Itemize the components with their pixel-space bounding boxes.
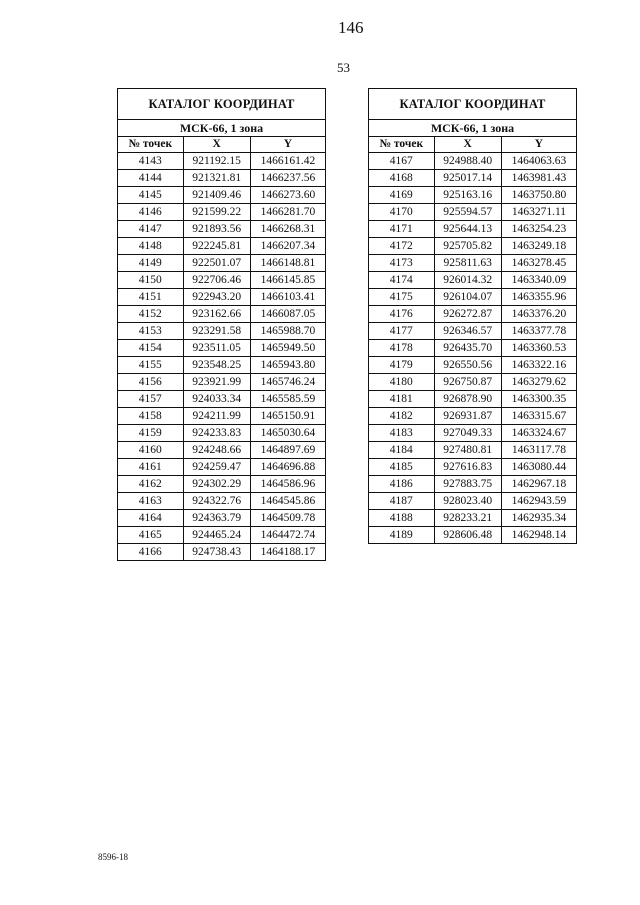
- y-coordinate-cell: 1465988.70: [250, 323, 325, 340]
- x-coordinate-cell: 928606.48: [434, 527, 501, 544]
- catalog-title: КАТАЛОГ КООРДИНАТ: [369, 89, 577, 120]
- point-number-cell: 4145: [118, 187, 184, 204]
- y-coordinate-cell: 1462935.34: [501, 510, 576, 527]
- table-row: [369, 510, 577, 527]
- point-number-cell: 4186: [369, 476, 435, 493]
- table-row: [118, 238, 326, 255]
- y-coordinate-cell: 1465943.80: [250, 357, 325, 374]
- point-number-cell: 4179: [369, 357, 435, 374]
- x-coordinate-cell: 924465.24: [183, 527, 250, 544]
- table-row: [118, 187, 326, 204]
- point-number-cell: 4178: [369, 340, 435, 357]
- point-number-cell: 4188: [369, 510, 435, 527]
- x-coordinate-cell: 921321.81: [183, 170, 250, 187]
- table-row: [118, 340, 326, 357]
- point-number-cell: 4147: [118, 221, 184, 238]
- point-number-cell: 4176: [369, 306, 435, 323]
- x-coordinate-cell: 926931.87: [434, 408, 501, 425]
- y-coordinate-cell: 1463279.62: [501, 374, 576, 391]
- x-coordinate-cell: 925644.13: [434, 221, 501, 238]
- table-row: [369, 272, 577, 289]
- y-coordinate-cell: 1464586.96: [250, 476, 325, 493]
- column-header-x: X: [434, 137, 501, 153]
- y-coordinate-cell: 1466237.56: [250, 170, 325, 187]
- x-coordinate-cell: 924988.40: [434, 153, 501, 170]
- table-row: [369, 527, 577, 544]
- point-number-cell: 4183: [369, 425, 435, 442]
- y-coordinate-cell: 1464063.63: [501, 153, 576, 170]
- y-coordinate-cell: 1463360.53: [501, 340, 576, 357]
- y-coordinate-cell: 1465585.59: [250, 391, 325, 408]
- point-number-cell: 4160: [118, 442, 184, 459]
- point-number-cell: 4148: [118, 238, 184, 255]
- point-number-cell: 4158: [118, 408, 184, 425]
- point-number-cell: 4171: [369, 221, 435, 238]
- x-coordinate-cell: 924322.76: [183, 493, 250, 510]
- x-coordinate-cell: 925594.57: [434, 204, 501, 221]
- point-number-cell: 4170: [369, 204, 435, 221]
- point-number-cell: 4168: [369, 170, 435, 187]
- table-row: [118, 323, 326, 340]
- table-row: [118, 459, 326, 476]
- x-coordinate-cell: 926346.57: [434, 323, 501, 340]
- catalog-rows: [369, 153, 577, 544]
- point-number-cell: 4166: [118, 544, 184, 561]
- y-coordinate-cell: 1462943.59: [501, 493, 576, 510]
- y-coordinate-cell: 1466207.34: [250, 238, 325, 255]
- table-row: [118, 408, 326, 425]
- point-number-cell: 4185: [369, 459, 435, 476]
- y-coordinate-cell: 1463355.96: [501, 289, 576, 306]
- x-coordinate-cell: 923291.58: [183, 323, 250, 340]
- table-row: [118, 544, 326, 561]
- y-coordinate-cell: 1464696.88: [250, 459, 325, 476]
- table-row: [118, 442, 326, 459]
- page-number: 146: [338, 18, 364, 37]
- sub-page-number: 53: [337, 60, 350, 75]
- y-coordinate-cell: 1465746.24: [250, 374, 325, 391]
- point-number-cell: 4161: [118, 459, 184, 476]
- x-coordinate-cell: 924033.34: [183, 391, 250, 408]
- point-number-cell: 4177: [369, 323, 435, 340]
- x-coordinate-cell: 924302.29: [183, 476, 250, 493]
- x-coordinate-cell: 921599.22: [183, 204, 250, 221]
- point-number-cell: 4180: [369, 374, 435, 391]
- y-coordinate-cell: 1466087.05: [250, 306, 325, 323]
- table-row: [118, 255, 326, 272]
- table-row: [369, 170, 577, 187]
- table-row: [369, 255, 577, 272]
- x-coordinate-cell: 924259.47: [183, 459, 250, 476]
- table-row: [369, 442, 577, 459]
- table-row: [118, 527, 326, 544]
- catalog-rows: [118, 153, 326, 561]
- x-coordinate-cell: 923921.99: [183, 374, 250, 391]
- point-number-cell: 4155: [118, 357, 184, 374]
- point-number-cell: 4143: [118, 153, 184, 170]
- table-row: [118, 476, 326, 493]
- x-coordinate-cell: 926878.90: [434, 391, 501, 408]
- table-row: [369, 459, 577, 476]
- x-coordinate-cell: 924363.79: [183, 510, 250, 527]
- point-number-cell: 4187: [369, 493, 435, 510]
- x-coordinate-cell: 926272.87: [434, 306, 501, 323]
- y-coordinate-cell: 1463271.11: [501, 204, 576, 221]
- column-header-y: Y: [501, 137, 576, 153]
- x-coordinate-cell: 923548.25: [183, 357, 250, 374]
- table-row: [369, 238, 577, 255]
- y-coordinate-cell: 1466161.42: [250, 153, 325, 170]
- y-coordinate-cell: 1464545.86: [250, 493, 325, 510]
- point-number-cell: 4169: [369, 187, 435, 204]
- table-row: [118, 289, 326, 306]
- column-header-x: X: [183, 137, 250, 153]
- point-number-cell: 4159: [118, 425, 184, 442]
- x-coordinate-cell: 926750.87: [434, 374, 501, 391]
- catalog-zone: МСК-66, 1 зона: [118, 120, 326, 137]
- x-coordinate-cell: 926550.56: [434, 357, 501, 374]
- y-coordinate-cell: 1464472.74: [250, 527, 325, 544]
- table-row: [118, 204, 326, 221]
- point-number-cell: 4184: [369, 442, 435, 459]
- point-number-cell: 4164: [118, 510, 184, 527]
- x-coordinate-cell: 926014.32: [434, 272, 501, 289]
- coordinate-catalog-table-left: [117, 88, 326, 561]
- table-row: [369, 323, 577, 340]
- point-number-cell: 4163: [118, 493, 184, 510]
- y-coordinate-cell: 1465030.64: [250, 425, 325, 442]
- table-row: [118, 170, 326, 187]
- x-coordinate-cell: 925163.16: [434, 187, 501, 204]
- x-coordinate-cell: 924233.83: [183, 425, 250, 442]
- x-coordinate-cell: 927883.75: [434, 476, 501, 493]
- y-coordinate-cell: 1463324.67: [501, 425, 576, 442]
- x-coordinate-cell: 921192.15: [183, 153, 250, 170]
- y-coordinate-cell: 1463249.18: [501, 238, 576, 255]
- y-coordinate-cell: 1462948.14: [501, 527, 576, 544]
- point-number-cell: 4175: [369, 289, 435, 306]
- column-header-point-number: № точек: [369, 137, 435, 153]
- y-coordinate-cell: 1466268.31: [250, 221, 325, 238]
- x-coordinate-cell: 927049.33: [434, 425, 501, 442]
- point-number-cell: 4172: [369, 238, 435, 255]
- point-number-cell: 4153: [118, 323, 184, 340]
- table-row: [369, 425, 577, 442]
- point-number-cell: 4149: [118, 255, 184, 272]
- table-row: [369, 476, 577, 493]
- table-row: [118, 391, 326, 408]
- x-coordinate-cell: 921409.46: [183, 187, 250, 204]
- table-row: [118, 510, 326, 527]
- x-coordinate-cell: 922245.81: [183, 238, 250, 255]
- table-row: [369, 306, 577, 323]
- table-row: [118, 357, 326, 374]
- y-coordinate-cell: 1463117.78: [501, 442, 576, 459]
- x-coordinate-cell: 927616.83: [434, 459, 501, 476]
- catalog-title: КАТАЛОГ КООРДИНАТ: [118, 89, 326, 120]
- catalog-zone: МСК-66, 1 зона: [369, 120, 577, 137]
- point-number-cell: 4150: [118, 272, 184, 289]
- x-coordinate-cell: 924211.99: [183, 408, 250, 425]
- table-row: [369, 340, 577, 357]
- y-coordinate-cell: 1463080.44: [501, 459, 576, 476]
- footer-code: 8596-18: [98, 852, 128, 862]
- table-row: [118, 374, 326, 391]
- y-coordinate-cell: 1463750.80: [501, 187, 576, 204]
- point-number-cell: 4151: [118, 289, 184, 306]
- y-coordinate-cell: 1463981.43: [501, 170, 576, 187]
- table-row: [118, 306, 326, 323]
- y-coordinate-cell: 1464509.78: [250, 510, 325, 527]
- table-row: [118, 153, 326, 170]
- x-coordinate-cell: 925017.14: [434, 170, 501, 187]
- x-coordinate-cell: 928023.40: [434, 493, 501, 510]
- table-row: [369, 153, 577, 170]
- y-coordinate-cell: 1463376.20: [501, 306, 576, 323]
- y-coordinate-cell: 1464897.69: [250, 442, 325, 459]
- table-row: [118, 221, 326, 238]
- x-coordinate-cell: 925811.63: [434, 255, 501, 272]
- table-row: [369, 357, 577, 374]
- y-coordinate-cell: 1462967.18: [501, 476, 576, 493]
- x-coordinate-cell: 924248.66: [183, 442, 250, 459]
- table-row: [369, 204, 577, 221]
- table-row: [369, 289, 577, 306]
- y-coordinate-cell: 1463322.16: [501, 357, 576, 374]
- y-coordinate-cell: 1465150.91: [250, 408, 325, 425]
- x-coordinate-cell: 926435.70: [434, 340, 501, 357]
- point-number-cell: 4146: [118, 204, 184, 221]
- point-number-cell: 4156: [118, 374, 184, 391]
- table-row: [369, 187, 577, 204]
- x-coordinate-cell: 924738.43: [183, 544, 250, 561]
- y-coordinate-cell: 1463300.35: [501, 391, 576, 408]
- table-row: [369, 493, 577, 510]
- y-coordinate-cell: 1466281.70: [250, 204, 325, 221]
- point-number-cell: 4182: [369, 408, 435, 425]
- x-coordinate-cell: 922706.46: [183, 272, 250, 289]
- x-coordinate-cell: 927480.81: [434, 442, 501, 459]
- column-header-point-number: № точек: [118, 137, 184, 153]
- table-row: [369, 391, 577, 408]
- y-coordinate-cell: 1466103.41: [250, 289, 325, 306]
- x-coordinate-cell: 922501.07: [183, 255, 250, 272]
- point-number-cell: 4154: [118, 340, 184, 357]
- y-coordinate-cell: 1466273.60: [250, 187, 325, 204]
- y-coordinate-cell: 1466148.81: [250, 255, 325, 272]
- point-number-cell: 4165: [118, 527, 184, 544]
- x-coordinate-cell: 928233.21: [434, 510, 501, 527]
- y-coordinate-cell: 1464188.17: [250, 544, 325, 561]
- x-coordinate-cell: 922943.20: [183, 289, 250, 306]
- x-coordinate-cell: 926104.07: [434, 289, 501, 306]
- point-number-cell: 4152: [118, 306, 184, 323]
- table-row: [118, 425, 326, 442]
- point-number-cell: 4162: [118, 476, 184, 493]
- y-coordinate-cell: 1463377.78: [501, 323, 576, 340]
- table-row: [118, 493, 326, 510]
- point-number-cell: 4167: [369, 153, 435, 170]
- point-number-cell: 4189: [369, 527, 435, 544]
- table-row: [118, 272, 326, 289]
- x-coordinate-cell: 923162.66: [183, 306, 250, 323]
- coordinate-catalog-table-right: [368, 88, 577, 544]
- x-coordinate-cell: 925705.82: [434, 238, 501, 255]
- table-row: [369, 374, 577, 391]
- y-coordinate-cell: 1463340.09: [501, 272, 576, 289]
- table-row: [369, 221, 577, 238]
- y-coordinate-cell: 1463278.45: [501, 255, 576, 272]
- point-number-cell: 4173: [369, 255, 435, 272]
- y-coordinate-cell: 1463315.67: [501, 408, 576, 425]
- point-number-cell: 4157: [118, 391, 184, 408]
- x-coordinate-cell: 923511.05: [183, 340, 250, 357]
- column-header-y: Y: [250, 137, 325, 153]
- x-coordinate-cell: 921893.56: [183, 221, 250, 238]
- point-number-cell: 4181: [369, 391, 435, 408]
- y-coordinate-cell: 1463254.23: [501, 221, 576, 238]
- table-row: [369, 408, 577, 425]
- point-number-cell: 4144: [118, 170, 184, 187]
- point-number-cell: 4174: [369, 272, 435, 289]
- y-coordinate-cell: 1465949.50: [250, 340, 325, 357]
- y-coordinate-cell: 1466145.85: [250, 272, 325, 289]
